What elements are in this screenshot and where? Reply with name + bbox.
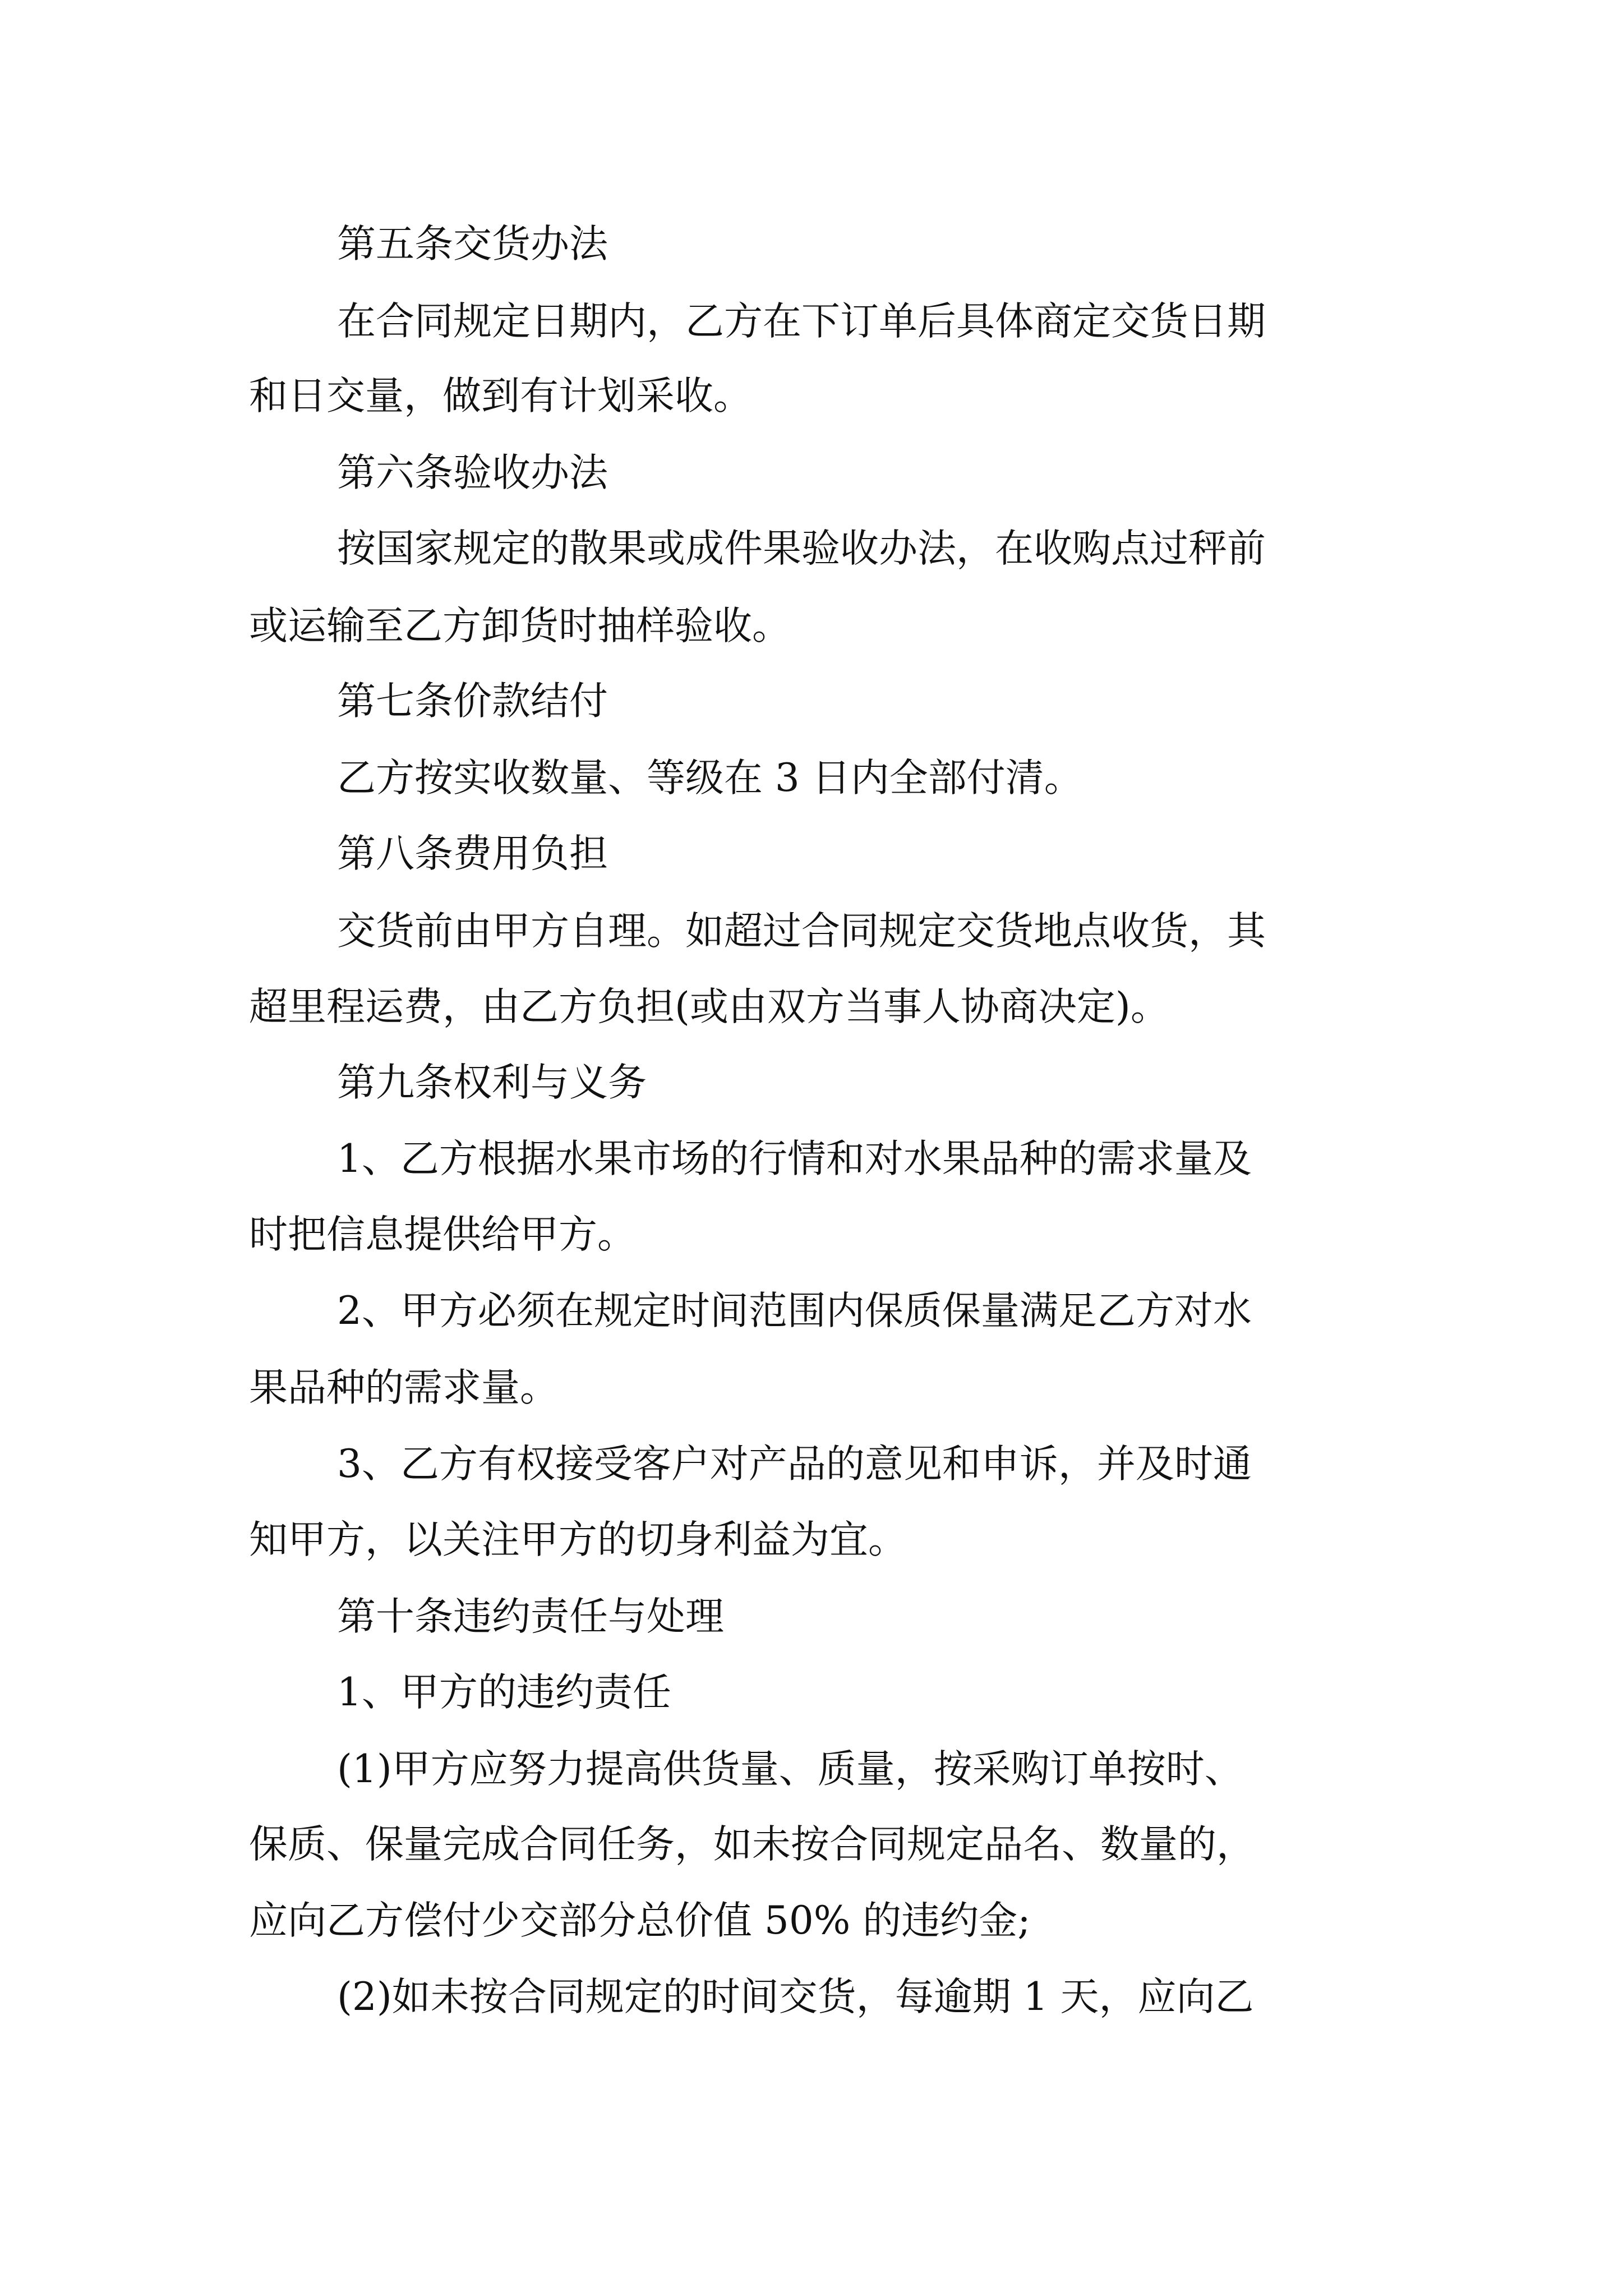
article-10-clause-1-line-2: 保质、保量完成合同任务，如未按合同规定品名、数量的， xyxy=(249,1822,1255,1867)
article-10-clause-1-line-1: (1)甲方应努力提高供货量、质量，按采购订单按时、 xyxy=(337,1747,1243,1792)
article-9-item-1-line-1: 1、乙方根据水果市场的行情和对水果品种的需求量及 xyxy=(337,1137,1252,1181)
article-8-body-line-1: 交货前由甲方自理。如超过合同规定交货地点收货，其 xyxy=(337,909,1266,954)
article-9-item-1-line-2: 时把信息提供给甲方。 xyxy=(249,1212,636,1257)
article-6-body-line-2: 或运输至乙方卸货时抽样验收。 xyxy=(249,604,791,648)
article-9-item-2-line-1: 2、甲方必须在规定时间范围内保质保量满足乙方对水 xyxy=(337,1289,1252,1333)
article-9-item-3-line-1: 3、乙方有权接受客户对产品的意见和申诉，并及时通 xyxy=(337,1442,1252,1487)
article-7-heading: 第七条价款结付 xyxy=(337,679,608,724)
article-9-item-2-line-2: 果品种的需求量。 xyxy=(249,1365,559,1410)
article-6-body-line-1: 按国家规定的散果或成件果验收办法，在收购点过秤前 xyxy=(337,526,1266,571)
article-8-body-line-2: 超里程运费，由乙方负担(或由双方当事人协商决定)。 xyxy=(249,984,1169,1029)
article-5-heading: 第五条交货办法 xyxy=(337,222,608,266)
article-10-subheading-1: 1、甲方的违约责任 xyxy=(337,1670,671,1715)
article-6-heading: 第六条验收办法 xyxy=(337,450,608,495)
article-9-item-3-line-2: 知甲方，以关注甲方的切身利益为宜。 xyxy=(249,1517,907,1562)
article-5-body-line-2: 和日交量，做到有计划采收。 xyxy=(249,374,752,418)
article-10-clause-1-line-3: 应向乙方偿付少交部分总价值 50% 的违约金; xyxy=(249,1898,1031,1943)
article-10-clause-2-line-1: (2)如未按合同规定的时间交货，每逾期 1 天，应向乙 xyxy=(337,1975,1254,2019)
article-5-body-line-1: 在合同规定日期内，乙方在下订单后具体商定交货日期 xyxy=(337,299,1266,344)
article-9-heading: 第九条权利与义务 xyxy=(337,1060,647,1105)
article-7-body-line-1: 乙方按实收数量、等级在 3 日内全部付清。 xyxy=(337,756,1083,800)
article-10-heading: 第十条违约责任与处理 xyxy=(337,1594,724,1639)
article-8-heading: 第八条费用负担 xyxy=(337,831,608,876)
